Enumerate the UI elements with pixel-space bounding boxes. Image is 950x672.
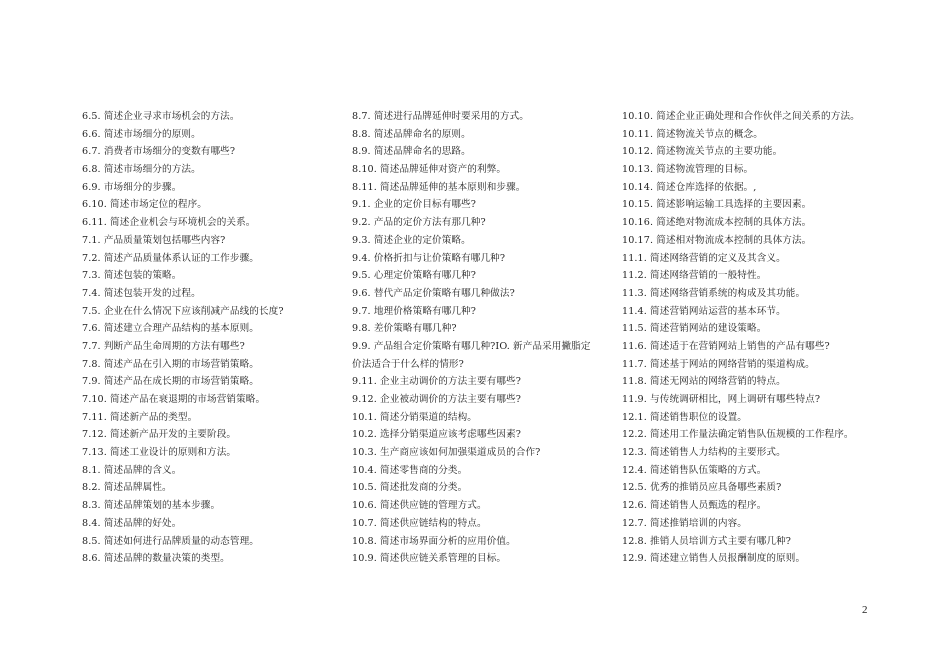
question-item: 7.5. 企业在什么情况下应该削减产品线的长度? xyxy=(82,305,284,317)
question-item: 12.4. 简述销售队伍策略的方式。 xyxy=(622,464,767,476)
question-item: 8.5. 简述如何进行品牌质量的动态管理。 xyxy=(82,535,259,547)
question-item: 6.10. 简述市场定位的程序。 xyxy=(82,199,207,211)
question-item: 9.1. 企业的定价目标有哪些? xyxy=(352,199,477,211)
question-item: 10.15. 简述影响运输工具选择的主要因素。 xyxy=(622,199,812,211)
question-item: 12.1. 简述销售职位的设置。 xyxy=(622,411,747,423)
question-item: 9.12. 企业被动调价的方法主要有哪些? xyxy=(352,394,522,405)
question-item: 12.5. 优秀的推销员应具备哪些素质? xyxy=(622,482,782,494)
question-item: 10.17. 简述相对物流成本控制的具体方法。 xyxy=(622,234,812,246)
question-item: 10.3. 生产商应该如何加强渠道成员的合作? xyxy=(352,447,541,459)
question-item: 10.12. 简述物流关节点的主要功能。 xyxy=(622,146,783,158)
question-item: 8.9. 简述品牌命名的思路。 xyxy=(352,146,471,158)
question-item: 9.2. 产品的定价方法有那几种? xyxy=(352,217,486,229)
question-item: 7.2. 简述产品质量体系认证的工作步骤。 xyxy=(82,252,259,264)
question-item: 10.1. 简述分销渠道的结构。 xyxy=(352,411,477,423)
question-item: 6.6. 简述市场细分的原则。 xyxy=(82,128,201,140)
question-item: 10.2. 选择分销渠道应该考虑哪些因素? xyxy=(352,429,522,441)
question-item: 6.5. 简述企业寻求市场机会的方法。 xyxy=(82,111,240,122)
question-item: 9.4. 价格折扣与让价策略有哪几种? xyxy=(352,252,506,264)
question-item: 7.6. 简述建立合理产品结构的基本原则。 xyxy=(82,323,259,335)
question-item: 11.1. 简述网络营销的定义及其含义。 xyxy=(622,252,786,264)
question-item: 6.8. 简述市场细分的方法。 xyxy=(82,164,201,176)
question-item: 6.11. 简述企业机会与环境机会的关系。 xyxy=(82,217,256,229)
question-item: 11.8. 简述无网站的网络营销的特点。 xyxy=(622,376,786,388)
question-item: 7.13. 简述工业设计的原则和方法。 xyxy=(82,447,237,459)
question-item: 11.2. 简述网络营销的一般特性。 xyxy=(622,270,767,282)
question-item: 11.4. 简述营销网站运营的基本环节。 xyxy=(622,305,786,317)
question-item: 10.7. 简述供应链结构的特点。 xyxy=(352,517,487,529)
question-item: 10.13. 简述物流管理的目标。 xyxy=(622,164,754,176)
page-number: 2 xyxy=(862,604,868,616)
question-item: 价法适合于什么样的情形? xyxy=(352,358,464,370)
question-item: 8.2. 简述品牌属性。 xyxy=(82,482,172,494)
question-item: 8.4. 简述品牌的好处。 xyxy=(82,517,182,529)
question-item: 7.4. 简述包装开发的过程。 xyxy=(82,287,201,299)
question-item: 12.8. 推销人员培训方式主要有哪几种? xyxy=(622,535,792,547)
column-left xyxy=(82,108,338,568)
question-item: 8.10. 简述品牌延伸对资产的利弊。 xyxy=(352,164,507,176)
question-item: 6.7. 消费者市场细分的变数有哪些? xyxy=(82,146,236,158)
question-item: 8.6. 简述品牌的数量决策的类型。 xyxy=(82,553,230,565)
question-item: 10.10. 简述企业正确处理和合作伙伴之间关系的方法。 xyxy=(622,111,860,122)
question-item: 7.7. 判断产品生命周期的方法有哪些? xyxy=(82,340,245,352)
question-item: 6.9. 市场细分的步骤。 xyxy=(82,181,182,193)
question-item: 10.9. 简述供应链关系管理的目标。 xyxy=(352,553,507,565)
question-item: 8.1. 简述品牌的含义。 xyxy=(82,464,182,476)
question-item: 11.6. 简述适于在营销网站上销售的产品有哪些? xyxy=(622,340,830,352)
question-item: 11.5. 简述营销网站的建设策略。 xyxy=(622,323,767,335)
question-item: 10.14. 简述仓库选择的依据。, xyxy=(622,181,757,193)
question-item: 9.7. 地理价格策略有哪几种? xyxy=(352,305,477,317)
column-right xyxy=(622,108,922,568)
question-item: 8.7. 简述进行品牌延伸时要采用的方式。 xyxy=(352,111,529,122)
question-item: 7.12. 简述新产品开发的主要阶段。 xyxy=(82,429,237,441)
column-middle xyxy=(352,108,614,568)
question-item: 8.3. 简述品牌策划的基本步骤。 xyxy=(82,500,221,512)
question-item: 12.3. 简述销售人力结构的主要形式。 xyxy=(622,447,786,459)
question-item: 7.1. 产品质量策划包括哪些内容? xyxy=(82,234,226,246)
question-item: 8.11. 简述品牌延伸的基本原则和步骤。 xyxy=(352,181,526,193)
question-item: 11.3. 简述网络营销系统的构成及其功能。 xyxy=(622,287,806,299)
question-item: 7.9. 简述产品在成长期的市场营销策略。 xyxy=(82,376,259,388)
question-item: 9.11. 企业主动调价的方法主要有哪些? xyxy=(352,376,522,388)
question-item: 12.6. 简述销售人员甄选的程序。 xyxy=(622,500,767,512)
question-item: 7.10. 简述产品在衰退期的市场营销策略。 xyxy=(82,394,266,405)
question-item: 9.5. 心理定价策略有哪几种? xyxy=(352,270,477,282)
question-item: 12.9. 简述建立销售人员报酬制度的原则。 xyxy=(622,553,806,565)
question-item: 11.7. 简述基于网站的网络营销的渠道构成。 xyxy=(622,358,815,370)
question-item: 10.16. 简述绝对物流成本控制的具体方法。 xyxy=(622,217,812,229)
question-item: 9.9. 产品组合定价策略有哪几种?IO. 新产品采用撇脂定 xyxy=(352,340,591,352)
question-item: 10.5. 简述批发商的分类。 xyxy=(352,482,468,494)
question-item: 9.3. 简述企业的定价策略。 xyxy=(352,234,471,246)
question-item: 7.11. 简述新产品的类型。 xyxy=(82,411,198,423)
question-item: 11.9. 与传统调研相比，网上调研有哪些特点? xyxy=(622,394,821,405)
question-item: 10.8. 简述市场界面分析的应用价值。 xyxy=(352,535,516,547)
question-item: 12.2. 简述用工作量法确定销售队伍规模的工作程序。 xyxy=(622,429,854,441)
question-item: 9.6. 替代产品定价策略有哪几种做法? xyxy=(352,287,515,299)
question-item: 10.4. 简述零售商的分类。 xyxy=(352,464,468,476)
question-item: 12.7. 简述推销培训的内容。 xyxy=(622,517,747,529)
question-item: 10.6. 简述供应链的管理方式。 xyxy=(352,500,487,512)
question-item: 8.8. 简述品牌命名的原则。 xyxy=(352,128,471,140)
question-item: 9.8. 差价策略有哪几种? xyxy=(352,323,457,335)
question-item: 10.11. 简述物流关节点的概念。 xyxy=(622,128,763,140)
question-item: 7.8. 简述产品在引入期的市场营销策略。 xyxy=(82,358,259,370)
question-item: 7.3. 简述包装的策略。 xyxy=(82,270,182,282)
